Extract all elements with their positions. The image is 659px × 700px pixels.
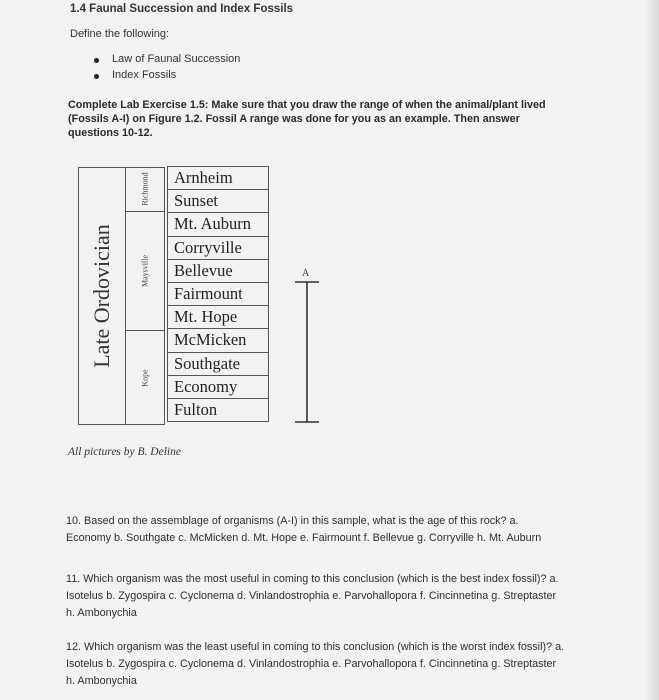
stage-divider — [126, 211, 165, 212]
formation-cell: Mt. Hope — [168, 306, 269, 329]
formation-cell: Fairmount — [168, 282, 269, 305]
table-row — [168, 398, 269, 421]
formation-cell: Sunset — [168, 190, 269, 213]
table-row — [168, 375, 269, 398]
fossil-a-label: A — [302, 268, 310, 279]
bullet-icon — [94, 74, 99, 79]
figure-caption: All pictures by B. Deline — [68, 446, 181, 458]
define-prompt: Define the following: — [70, 28, 170, 40]
formation-cell: Corryville — [168, 236, 269, 259]
formation-cell: Arnheim — [168, 167, 269, 190]
table-row — [168, 259, 269, 282]
table-row — [168, 190, 269, 213]
formation-cell: Fulton — [168, 398, 269, 421]
term-label: Law of Faunal Succession — [112, 53, 241, 65]
table-row — [168, 213, 269, 236]
lab-instructions: Complete Lab Exercise 1.5: Make sure that you draw the range of when the animal/plant lived (Fossils A-I) on Figure 1.2. Fossil A range was done for you as an example. Then answer questions 10-12. — [68, 99, 546, 139]
stage-label-richmond: Richmond — [140, 172, 150, 206]
formation-cell: McMicken — [168, 329, 269, 352]
stage-label-maysville: Maysville — [140, 255, 150, 287]
formation-cell: Economy — [168, 375, 269, 398]
question-10: 10. Based on the assemblage of organisms (A-I) in this sample, what is the age of this rock? a. Economy b. Southgate c. McMicken d. Mt. Hope e. Fairmount f. Bellevue g. Corryville h. Mt. Auburn — [66, 515, 542, 544]
formation-cell: Southgate — [168, 352, 269, 375]
formation-cell: Mt. Auburn — [168, 213, 269, 236]
table-row — [168, 282, 269, 305]
table-row — [168, 167, 269, 190]
fossil-a-range-bar — [290, 279, 324, 427]
section-title: 1.4 Faunal Succession and Index Fossils — [70, 3, 294, 15]
table-row — [168, 236, 269, 259]
stage-divider — [126, 330, 165, 331]
question-12: 12. Which organism was the least useful in coming to this conclusion (which is the worst index fossil)? a. Isotelus b. Zygospira c. Cyclonema d. Vinlandostrophia e. Parvohallopora f. Cincinnetina g. Streptaster h. Ambonychia — [66, 641, 565, 687]
table-row — [168, 352, 269, 375]
era-label: Late Ordovician — [89, 224, 114, 368]
table-row — [168, 306, 269, 329]
stage-label-kope: Kope — [140, 369, 150, 387]
bullet-icon — [94, 58, 99, 63]
formation-table — [167, 166, 269, 422]
page-edge-shadow — [645, 0, 659, 700]
table-row — [168, 329, 269, 352]
formation-cell: Bellevue — [168, 259, 269, 282]
question-11: 11. Which organism was the most useful in coming to this conclusion (which is the best index fossil)? a. Isotelus b. Zygospira c. Cyclonema d. Vinlandostrophia e. Parvohallopora f. Cincinnetina g. Streptaster h. Ambonychia — [66, 573, 559, 619]
term-label: Index Fossils — [112, 69, 177, 81]
